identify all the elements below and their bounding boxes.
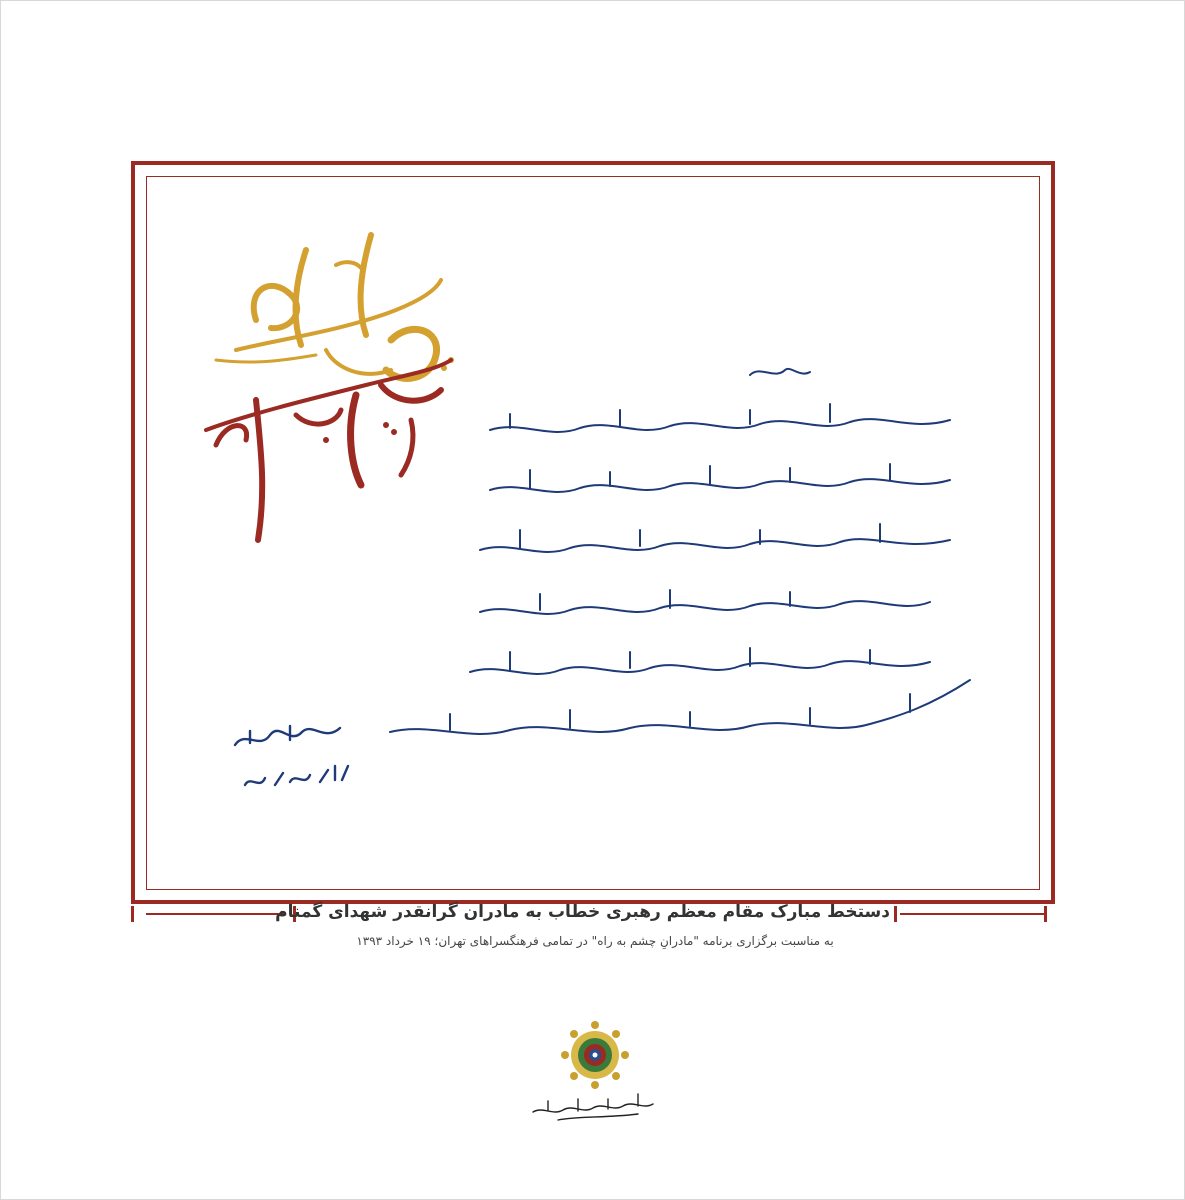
org-name-logotype xyxy=(528,1092,658,1128)
handwriting-artwork xyxy=(190,350,990,830)
rosette-logo-icon xyxy=(555,1015,635,1095)
rule-cap xyxy=(894,906,897,922)
caption-main: دستخط مبارک مقام معظم رهبری خطاب به مادران گرانقدر شهدای گمنام xyxy=(275,902,890,922)
bottom-rule-left xyxy=(146,913,286,915)
handwritten-letter xyxy=(190,350,990,830)
rule-cap xyxy=(131,906,134,922)
org-name-artwork xyxy=(528,1092,658,1128)
rule-cap xyxy=(1044,906,1047,922)
bottom-rule-right xyxy=(900,913,1047,915)
logo-artwork xyxy=(555,1015,635,1095)
caption-sub: به مناسبت برگزاری برنامه "مادرانِ چشم به راه" در تمامی فرهنگسراهای تهران؛ ۱۹ خرداد ۱۳۹۳ xyxy=(356,934,834,948)
